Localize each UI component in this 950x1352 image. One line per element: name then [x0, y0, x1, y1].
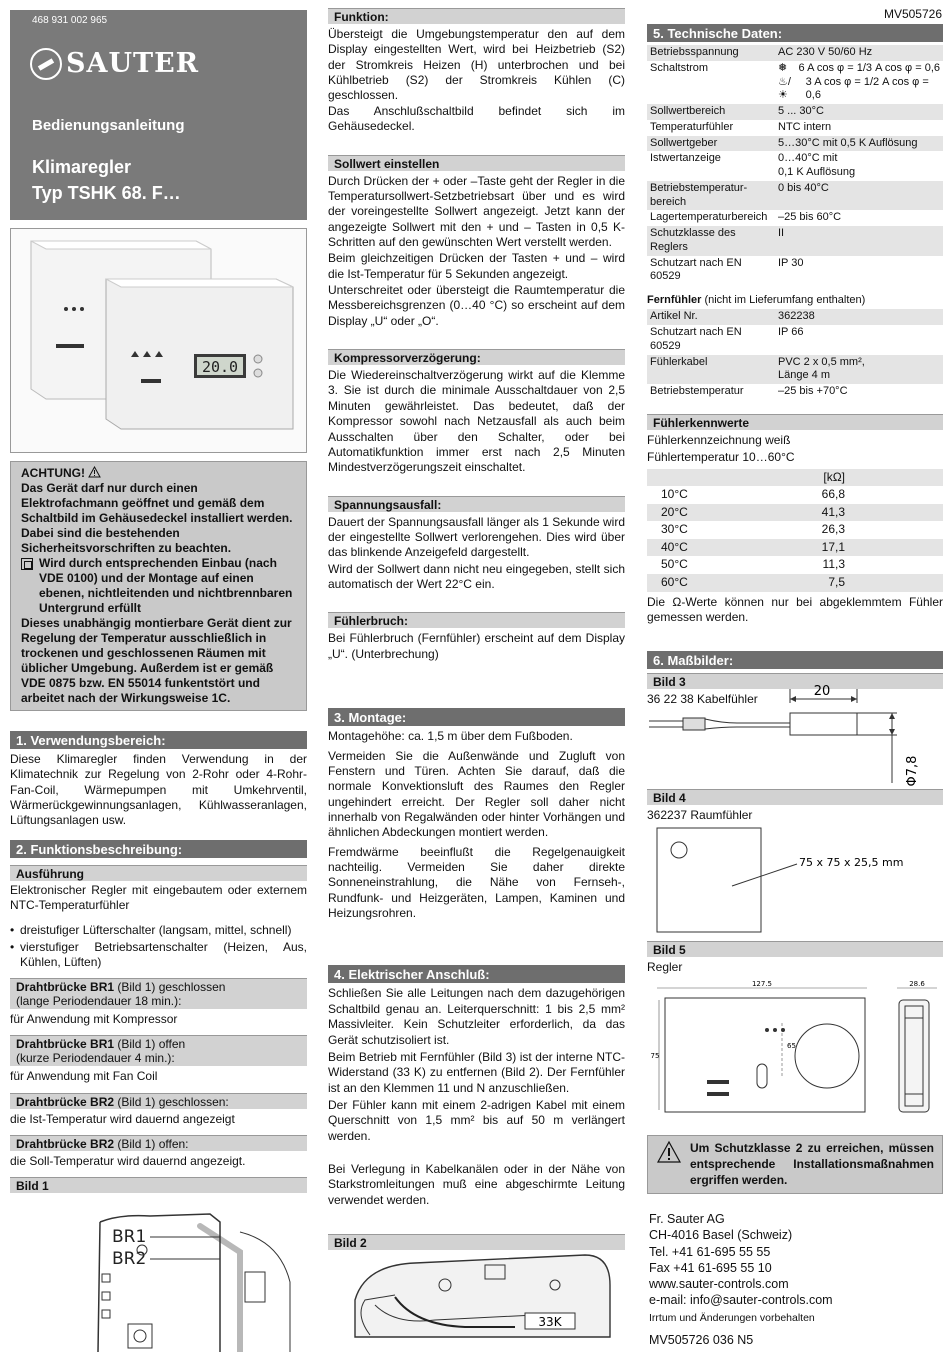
tech-data-row	[647, 104, 943, 120]
tech-data-label: Istwertanzeige	[650, 152, 721, 165]
br1-closed-title	[10, 978, 307, 1009]
ohm-row	[647, 521, 943, 539]
bild5-section	[647, 941, 943, 975]
bild3-title: Bild 3	[647, 673, 943, 689]
schaltstrom-line-2	[778, 76, 940, 104]
fernfuehler-title: Fernfühler	[647, 294, 702, 306]
ohm-row	[647, 539, 943, 557]
section-1-title: 1. Verwendungsbereich:	[10, 731, 307, 749]
br1-open-label: Drahtbrücke BR1	[16, 1037, 115, 1052]
protection-class-warning-text: Um Schutzklasse 2 zu erreichen, müssen entsprechende Installationsmaßnahmen ergriffen werden.	[690, 1141, 934, 1188]
ohm-row	[647, 574, 943, 592]
bullet-fan-text: dreistufiger Lüfterschalter (langsam, mittel, schnell)	[20, 922, 292, 937]
fernfuehler-label: Betriebstemperatur	[650, 385, 744, 398]
fuehlerbruch-title: Fühlerbruch:	[328, 612, 625, 628]
section-3-title: 3. Montage:	[328, 708, 625, 726]
br1-closed-state: (Bild 1) geschlossen	[114, 979, 226, 994]
ohm-value: 41,3	[727, 504, 943, 522]
fk-line-2: Fühlertemperatur 10…60°C	[647, 450, 795, 465]
tech-data-value: –25 bis 60°C	[778, 211, 842, 224]
fernfuehler-table	[647, 309, 943, 400]
bild3-drawing	[647, 683, 943, 788]
br1-closed-label: Drahtbrücke BR1	[16, 979, 115, 994]
ohm-value: 7,5	[727, 574, 943, 592]
section-4-text-3: Der Fühler kann mit einem 2-adrigen Kabel mit einem Querschnitt von 1,5 mm² bis auf 50 m verlängert werden.	[328, 1097, 625, 1143]
bild5-subtitle: Regler	[647, 960, 683, 974]
sauter-logo-icon	[30, 48, 62, 80]
tech-data-value: II	[775, 226, 943, 256]
warning-text-3: Dieses unabhängig montierbare Gerät dient zur Regelung der Temperatur ausschließlich in trockenen und geschlossenen Räumen mit üblicher Umgebung. Außerdem ist er gemäß VDE 0875 bzw. EN 55014 funkentstört und arbeitet nach der Wirkungsweise 1C.	[21, 616, 292, 705]
schaltstrom-value-1: 6 A cos φ = 1/3 A cos φ = 0,6	[798, 61, 940, 74]
tech-data-value: 0 bis 40°C	[775, 181, 943, 211]
section-6-title: 6. Maßbilder:	[647, 651, 943, 669]
bild3-subtitle: 36 22 38 Kabelfühler	[647, 692, 758, 707]
kompressor-title: Kompressorverzögerung:	[328, 349, 625, 365]
br2-closed-text: die Ist-Temperatur wird dauernd angezeigt	[10, 1111, 235, 1126]
ausfuehrung-title: Ausführung	[10, 865, 307, 881]
ohm-value: 66,8	[821, 487, 845, 502]
tech-data-value: NTC intern	[778, 120, 832, 133]
fernfuehler-row	[647, 355, 943, 385]
ohm-header-temp	[647, 469, 727, 487]
bild4-title: Bild 4	[647, 789, 943, 805]
br2-open-text: die Soll-Temperatur wird dauernd angezeigt.	[10, 1153, 246, 1168]
warning-text-2: Wird durch entsprechenden Einbau (nach VDE 0100) und der Montage auf einen ebenen, nichtleitenden und nichtbrennbaren Untergrund erfüllt	[39, 556, 293, 615]
tech-data-label: Schaltstrom	[650, 61, 709, 74]
tech-data-row	[647, 181, 943, 211]
section-2-title: 2. Funktionsbeschreibung:	[10, 840, 307, 858]
cover-product-line1: Klimaregler	[32, 157, 132, 177]
tech-data-row	[647, 120, 943, 136]
fk-line-1: Fühlerkennzeichnung weiß	[647, 432, 791, 447]
bullet-fan: • dreistufiger Lüfterschalter (langsam, mittel, schnell)	[10, 922, 292, 937]
fernfuehler-note: (nicht im Lieferumfang enthalten)	[701, 294, 866, 306]
sollwert-title: Sollwert einstellen	[328, 155, 625, 171]
ohm-value: 26,3	[821, 522, 845, 537]
fuehlerkennwerte-title: Fühlerkennwerte	[647, 414, 943, 430]
tech-data-value: 0…40°C mit 0,1 K Auflösung	[778, 152, 856, 178]
ohm-row	[647, 556, 943, 574]
br2-closed-label: Drahtbrücke BR2	[16, 1094, 115, 1109]
tech-data-row	[647, 226, 943, 256]
address-fax: Fax +41 61-695 55 10	[649, 1260, 772, 1275]
bild4-subtitle: 362237 Raumfühler	[647, 808, 753, 822]
tech-data-table	[647, 45, 943, 285]
doc-number-top: MV505726	[883, 7, 942, 21]
tech-data-label: Lagertemperaturbereich	[650, 211, 768, 224]
address-email[interactable]: e-mail: info@sauter-controls.com	[649, 1293, 833, 1308]
warning-box	[10, 461, 307, 711]
ohm-row	[647, 486, 943, 504]
ohm-temp: 60°C	[647, 574, 727, 592]
tech-data-row	[647, 136, 943, 152]
funktion-title: Funktion:	[328, 8, 625, 24]
section-1	[10, 731, 307, 829]
bild5-height-label: 75	[650, 1052, 660, 1060]
br1-open-state: (Bild 1) offen	[114, 1037, 186, 1052]
cover-product	[32, 154, 181, 206]
tech-data-label: Temperaturfühler	[650, 120, 734, 133]
warning-text-1: Das Gerät darf nur durch einen Elektrofachmann geöffnet und gemäß dem Schaltbild im Gehäusedeckel installiert werden. Dabei sind die bestehenden Sicherheitsvorschriften zu beachten.	[21, 481, 293, 555]
address-web[interactable]: www.sauter-controls.com	[649, 1277, 789, 1291]
fernfuehler-row	[647, 384, 943, 400]
warning-class2	[21, 556, 296, 616]
sollwert-text-1: Durch Drücken der + oder –Taste geht der Regler in die Temperatursollwert-Setzbetriebsart über und es wird der voreingestellte Sollwert angezeigt. Jetzt kann der angezeigte Sollwert mit den + und – Tasten in 0,5 K-Schritten auf den gewünschten Wert verstellt werden.	[328, 173, 625, 249]
ohm-row	[647, 504, 943, 522]
sollwert-text-3: Unterschreitet oder übersteigt die Raumtemperatur die Messbereichsgrenzen (0…40 °C) so erscheint auf dem Display „U“ oder „O“.	[328, 283, 625, 328]
warning-triangle-icon	[656, 1140, 682, 1164]
fernfuehler-label: Schutzart nach EN 60529	[650, 326, 742, 352]
fuehlerkennwerte-table	[647, 469, 943, 592]
ohm-value: 17,1	[727, 539, 943, 557]
spannung-text-1: Dauert der Spannungsausfall länger als 1 Sekunde wird der eingestellte Sollwert verlorengehen. Dies wird über das blinkende Anzeigefeld dargestellt.	[328, 514, 625, 560]
sauter-logo	[30, 46, 199, 81]
kompressor-text: Die Wiedereinschaltverzögerung wirkt auf die Klemme 3. Sie ist durch die minimale Ausschaltdauer von 2,5 Minuten gewährleistet. Das bedeutet, daß der Kompressor sowohl nach Netzausfall als auch beim Ausschalten über den Schalter, oder bei Automatikfunktion immer erst nach 2,5 Minuten Mindestverzögerungszeit einschaltet.	[328, 368, 625, 475]
bild5-knob-label: 65	[787, 1042, 796, 1050]
tech-data-value: AC 230 V 50/60 Hz	[775, 45, 943, 61]
tech-data-value	[775, 61, 943, 104]
bild2-33k-label: 33K	[538, 1315, 562, 1329]
tech-data-label: Schutzart nach EN 60529	[650, 256, 742, 283]
ohm-header-unit: [kΩ]	[727, 469, 943, 487]
bild4-dimension-label: 75 x 75 x 25,5 mm	[799, 856, 904, 869]
fernfuehler-label: Artikel Nr.	[647, 309, 775, 325]
tech-data-label: Betriebstemperatur- bereich	[647, 181, 775, 211]
bild5-width-label: 127.5	[751, 980, 773, 988]
fernfuehler-value: IP 66	[778, 326, 804, 339]
address-block	[649, 1211, 943, 1348]
column-left	[10, 0, 307, 220]
tech-data-value: 5 ... 30°C	[775, 104, 943, 120]
funktion-text-1: Übersteigt die Umgebungstemperatur den auf dem Display eingestellten Wert, wird bei Heizbetrieb (S2) der Stromkreis Heizen (H) unterbrochen und bei Kühlbetrieb (S2) der Stromkreis Kühlen (C) geschlossen.	[328, 27, 625, 103]
section-5-title: 5. Technische Daten:	[647, 24, 943, 42]
br1-closed-period: (lange Periodendauer 18 min.):	[16, 993, 182, 1008]
tech-data-row	[647, 256, 943, 286]
ohm-value: 11,3	[822, 557, 845, 572]
ohm-temp: 10°C	[661, 487, 688, 502]
spannung-title: Spannungsausfall:	[328, 496, 625, 512]
section-4-text-2: Beim Betrieb mit Fernfühler (Bild 3) ist der interne NTC-Widerstand (33 K) zu entfernen (Bild 2). Der Fernfühler ist an den Klemmen 11 und N anzuschließen.	[328, 1049, 625, 1095]
section-3-text-2: Vermeiden Sie die Außenwände und Zugluft von Fenstern und Türen. Achten Sie darauf, daß die normale Konvektionsluft des Raumes den Regler ungehindert erreicht. Der Regler soll daher nicht innerhalb von Regalwänden oder hinter Vorhängen und ähnlichen Abdeckungen montiert werden.	[328, 748, 625, 840]
fan-icon-back	[64, 307, 84, 311]
br1-open-title	[10, 1035, 307, 1066]
product-photo-drawing	[11, 229, 307, 453]
tech-data-row	[647, 210, 943, 226]
column-right	[647, 24, 943, 708]
product-photo	[10, 228, 307, 453]
tech-data-value: 5…30°C mit 0,5 K Auflösung	[775, 136, 943, 152]
br2-open-title	[10, 1135, 307, 1151]
bild2-drawing	[335, 1245, 625, 1345]
cover-manual-title: Bedienungsanleitung	[32, 117, 185, 134]
br1-closed-text: für Anwendung mit Kompressor	[10, 1011, 178, 1026]
fk-note: Die Ω-Werte können nur bei abgeklemmtem Fühler gemessen werden.	[647, 594, 943, 625]
br2-open-label: Drahtbrücke BR2	[16, 1136, 115, 1151]
br1-open-period: (kurze Periodendauer 4 min.):	[16, 1051, 175, 1066]
section-4-text-4: Bei Verlegung in Kabelkanälen oder in der Nähe von Starkstromleitungen muß eine abgeschirmte Leitung verwendet werden.	[328, 1162, 625, 1207]
bild4-drawing	[647, 826, 943, 938]
fernfuehler-value: 362238	[775, 309, 943, 325]
tech-data-row	[647, 151, 943, 181]
address-company: Fr. Sauter AG	[649, 1212, 725, 1226]
br2-closed-state: (Bild 1) geschlossen:	[114, 1094, 229, 1109]
tech-data-value: IP 30	[778, 256, 804, 269]
bullet-mode: • vierstufiger Betriebsartenschalter (Heizen, Aus, Kühlen, Lüften)	[10, 940, 307, 970]
tech-data-row	[647, 45, 943, 61]
tech-data-label: Betriebsspannung	[647, 45, 775, 61]
tech-data-row	[647, 61, 943, 104]
warning-title: ACHTUNG!	[21, 466, 85, 480]
section-3-text-3: Fremdwärme beeinflußt die Regelgenauigkeit nachteilig. Vermeiden Sie daher direkte Sonneneinstrahlung, die Nähe von Fernseh-, Rundfunk- und Heizgeräten, Lampen, Kaminen und Heizungsrohren.	[328, 844, 625, 921]
ohm-temp: 50°C	[661, 557, 688, 572]
fernfuehler-label: Fühlerkabel	[647, 355, 775, 385]
fernfuehler-row	[647, 325, 943, 355]
tech-data-label: Sollwertbereich	[647, 104, 775, 120]
column-middle	[328, 8, 625, 1250]
bild2-title: Bild 2	[328, 1234, 625, 1250]
ohm-header-row	[647, 469, 943, 487]
device-display-value: 20.0	[201, 358, 239, 376]
protection-class-warning	[647, 1135, 943, 1194]
tech-data-label: Sollwertgeber	[647, 136, 775, 152]
bild5-depth-label: 28.6	[909, 980, 925, 988]
bild1-br2-label: BR2	[112, 1249, 147, 1269]
fernfuehler-row	[647, 309, 943, 325]
spannung-text-2: Wird der Sollwert dann nicht neu eingegeben, stellt sich automatisch der Wert 22°C ein.	[328, 561, 625, 592]
br1-open-text: für Anwendung mit Fan Coil	[10, 1069, 158, 1084]
fernfuehler-heading	[647, 293, 943, 307]
bild3-length-label: 20	[813, 684, 831, 699]
address-tel: Tel. +41 61-695 55 55	[649, 1244, 771, 1259]
schaltstrom-line-1	[778, 62, 940, 76]
section-2	[10, 840, 307, 1193]
warning-triangle-icon	[88, 466, 101, 478]
cover-panel	[10, 10, 307, 220]
ohm-temp: 20°C	[647, 504, 727, 522]
bullet-mode-text: vierstufiger Betriebsartenschalter (Heizen, Aus, Kühlen, Lüften)	[20, 940, 307, 970]
section-4-title: 4. Elektrischer Anschluß:	[328, 965, 625, 983]
tech-data-label: Schutzklasse des Reglers	[647, 226, 775, 256]
ohm-temp: 40°C	[647, 539, 727, 557]
schaltstrom-value-2: 3 A cos φ = 1/2 A cos φ = 0,6	[805, 75, 929, 102]
bild4-section	[647, 789, 943, 823]
fan-cool-icon: ❅	[778, 61, 788, 74]
fernfuehler-value: PVC 2 x 0,5 mm², Länge 4 m	[775, 355, 943, 385]
bild1-drawing	[90, 1212, 310, 1352]
address-doc-number: MV505726 036 N5	[649, 1333, 754, 1348]
bild1-br1-label: BR1	[112, 1227, 147, 1247]
bild3-diameter-label: Φ7,8	[905, 755, 920, 787]
section-4-text-1: Schließen Sie alle Leitungen nach dem dazugehörigen Schaltbild genau an. Leiterquerschnitt: 1 bis 2,5 mm² Massivleiter. Kein Schutzleiter erforderlich, da das Gerät schutzisoliert ist.	[328, 986, 625, 1047]
section-1-text: Diese Klimaregler finden Verwendung in der Klimatechnik zur Regelung von 2-Rohr oder 4-Rohr-Fan-Coil, Wärmepumpen mit Umkehrventil, Wärmerückgewinnungsanlagen, Kühlwasseranlagen, Lüftungsanlagen usw.	[10, 752, 307, 828]
cover-product-line2: Typ TSHK 68. F…	[32, 183, 181, 204]
protection-class-2-icon	[21, 558, 33, 570]
br2-open-state: (Bild 1) offen:	[114, 1136, 189, 1151]
cover-code: 468 931 002 965	[32, 15, 108, 26]
sollwert-text-2: Beim gleichzeitigen Drücken der Tasten + und – wird die Ist-Temperatur für 5 Sekunden angezeigt.	[328, 251, 625, 281]
ausfuehrung-text: Elektronischer Regler mit eingebautem oder externem NTC-Temperaturfühler	[10, 883, 307, 913]
ohm-temp: 30°C	[661, 522, 688, 537]
fuehlerbruch-text: Bei Fühlerbruch (Fernfühler) erscheint auf dem Display „U“. (Unterbrechung)	[328, 631, 625, 661]
heat-cool-icon: ♨/☀	[778, 75, 791, 102]
funktion-text-2: Das Anschlußschaltbild befindet sich im Gehäusedeckel.	[328, 103, 625, 134]
address-city: CH-4016 Basel (Schweiz)	[649, 1228, 793, 1243]
bild1-title: Bild 1	[10, 1177, 307, 1193]
address-disclaimer: Irrtum und Änderungen vorbehalten	[649, 1311, 815, 1324]
sauter-logo-text: SAUTER	[66, 48, 200, 79]
bild5-drawing	[647, 978, 943, 1126]
bild5-title: Bild 5	[647, 941, 943, 957]
br2-closed-title	[10, 1093, 307, 1109]
section-3-text-1: Montagehöhe: ca. 1,5 m über dem Fußboden.	[328, 729, 573, 744]
fernfuehler-value: –25 bis +70°C	[778, 385, 848, 398]
